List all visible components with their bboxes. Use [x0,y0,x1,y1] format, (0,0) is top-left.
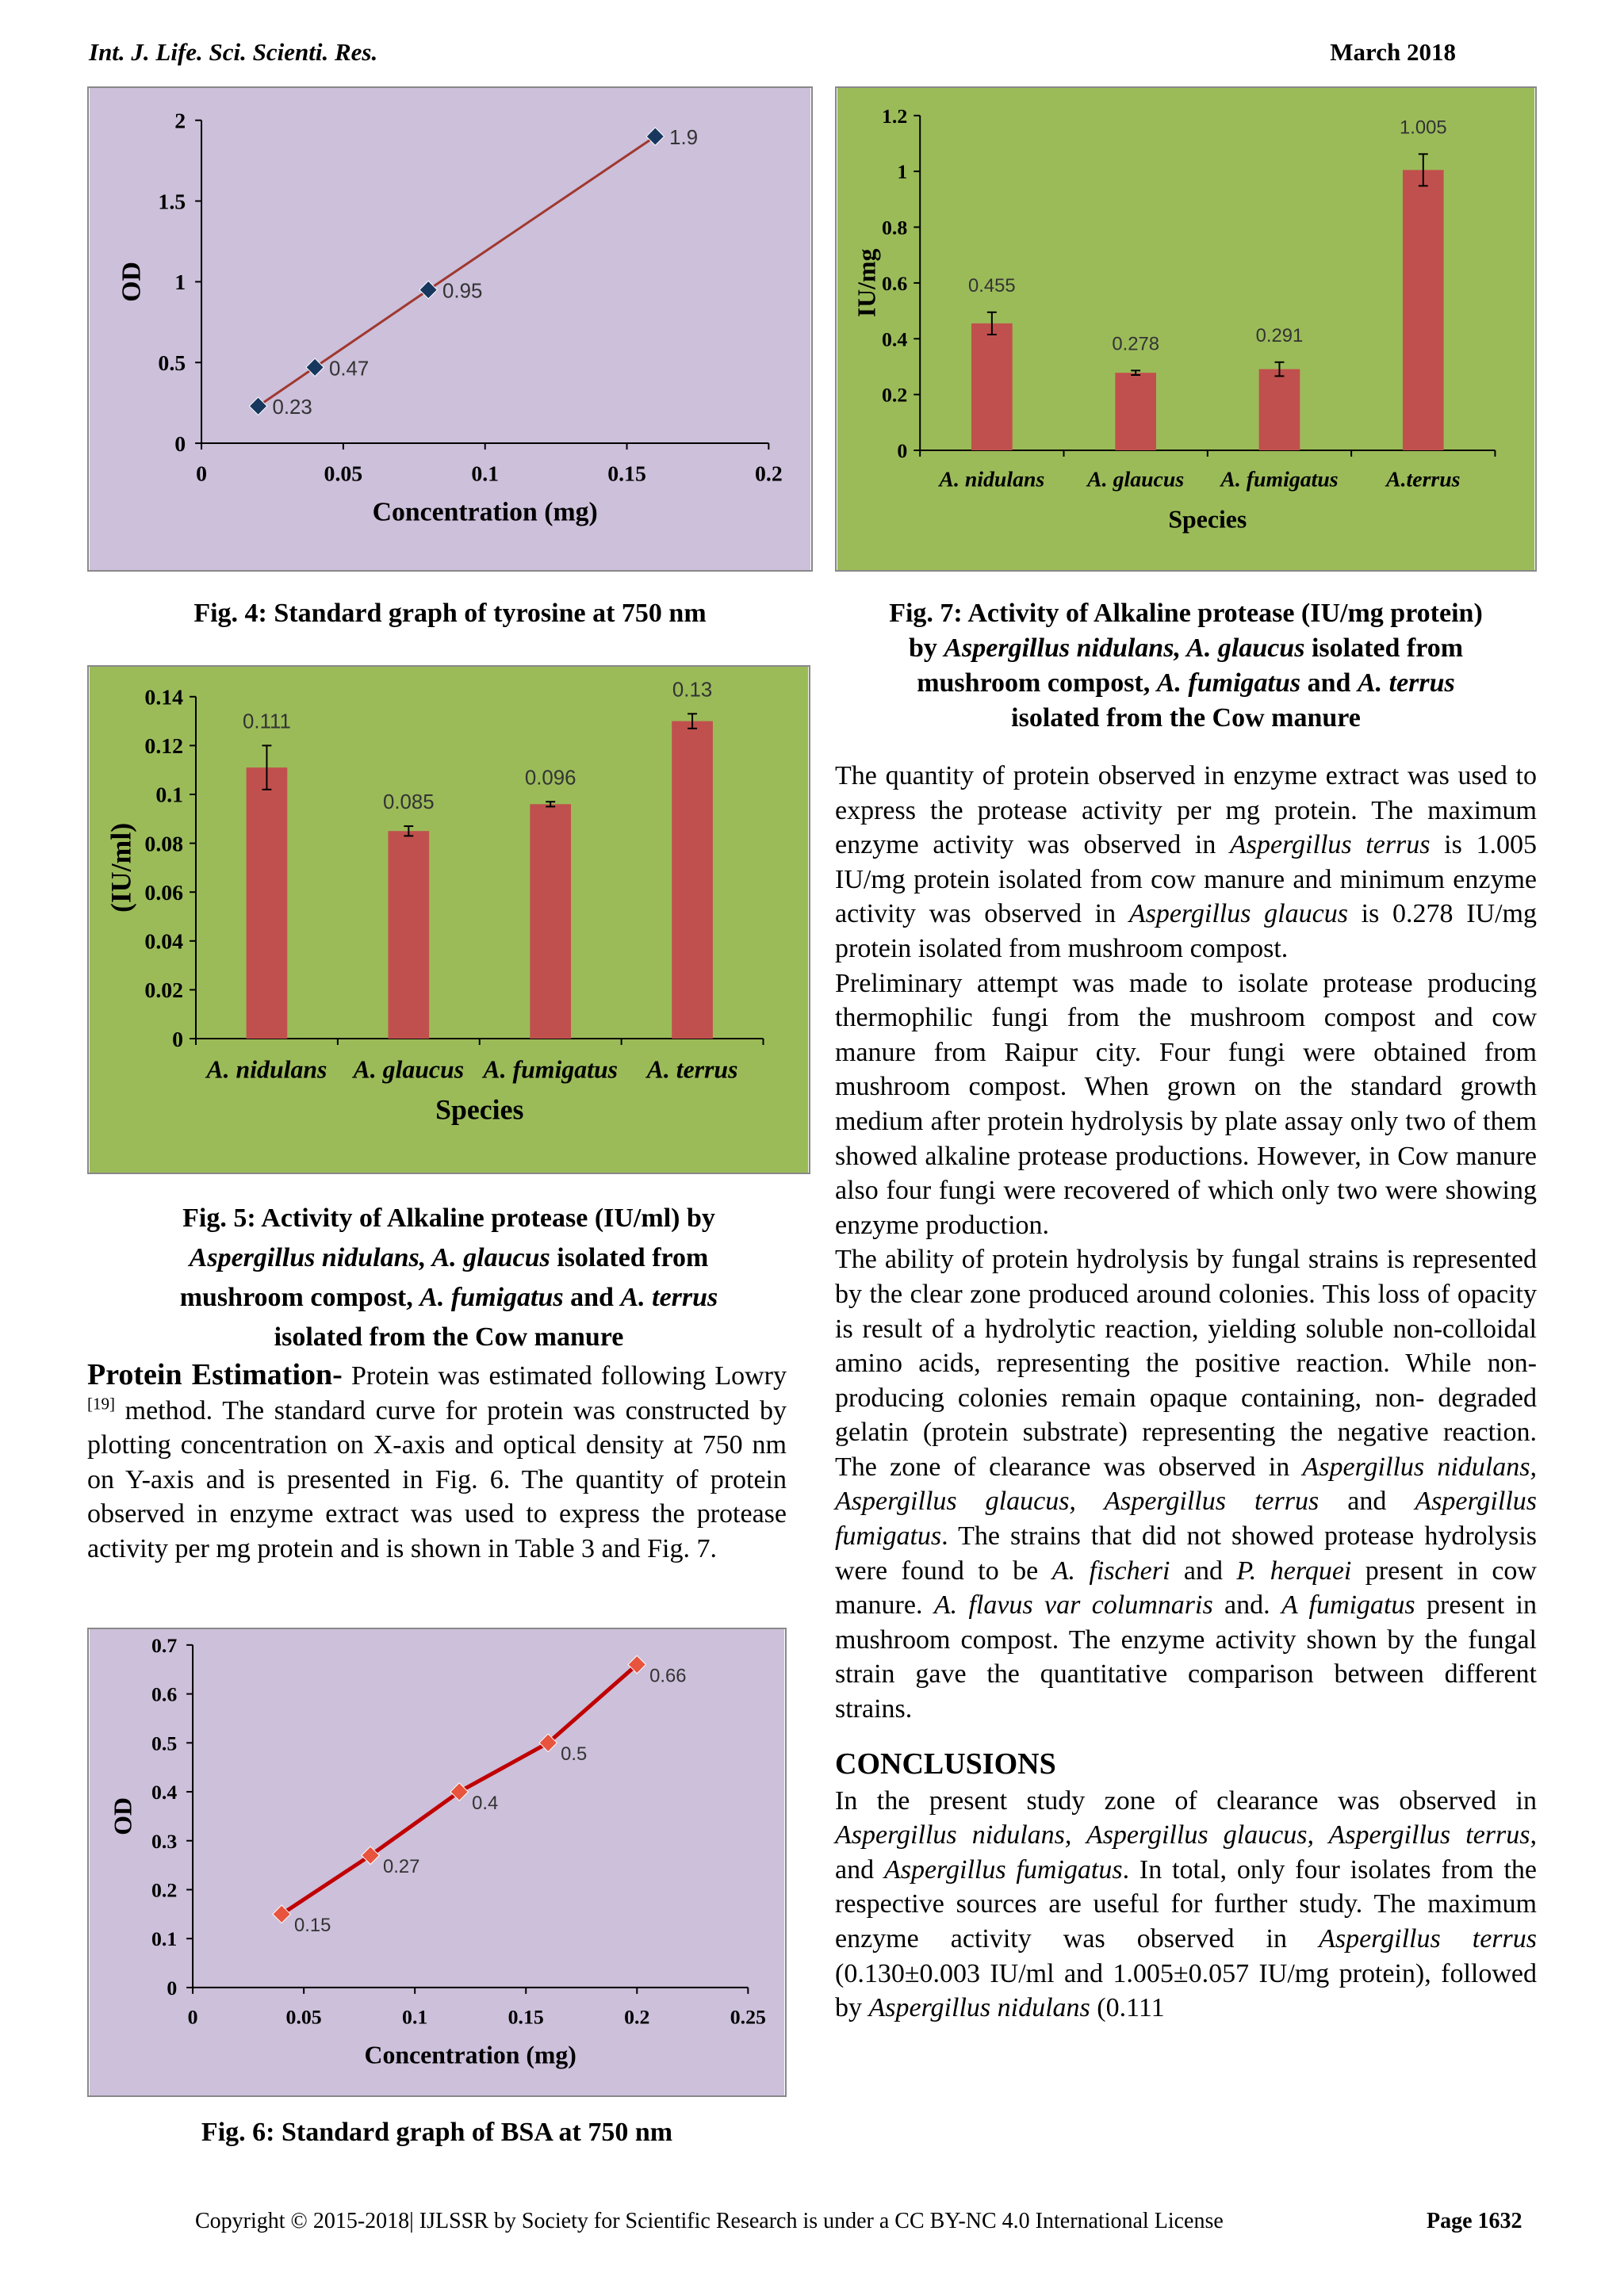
y-tick-label: 0.7 [151,1633,178,1657]
x-tick-label: 0.15 [508,2005,544,2029]
category-label: A. fumigatus [1220,467,1339,492]
bar-value-label: 0.455 [968,274,1016,297]
x-axis-title: Concentration (mg) [364,2041,576,2069]
y-tick-label: 2 [174,109,186,134]
x-tick-label: 0.1 [471,461,500,487]
bar-value-label: 0.096 [524,767,576,790]
data-label: 0.15 [294,1915,331,1937]
y-tick-label: 0.06 [144,880,184,905]
data-label: 0.47 [329,358,370,381]
y-tick-label: 0.6 [882,271,908,295]
bar [530,804,571,1039]
data-label: 0.66 [649,1665,687,1687]
x-tick-label: 0.1 [402,2005,428,2029]
data-label: 0.23 [272,396,312,419]
y-axis-title: (IU/ml) [105,822,137,913]
y-axis-title: OD [109,1797,137,1835]
y-tick-label: 0 [174,431,186,457]
bar-value-label: 1.005 [1399,117,1447,139]
y-tick-label: 0.1 [151,1927,178,1951]
figure-5-protease-activity-iu-ml [87,665,810,1174]
figure-7-protease-activity-iu-mg [835,86,1537,572]
y-tick-label: 0.08 [144,832,184,857]
y-tick-label: 0 [172,1027,184,1052]
y-tick-label: 0.3 [151,1829,178,1853]
y-tick-label: 0.12 [144,734,184,760]
y-tick-label: 1.5 [158,189,186,215]
y-tick-label: 0 [897,439,908,463]
figure-7-caption: Fig. 7: Activity of Alkaline protease (IU/mg protein) by Aspergillus nidulans, A. glaucus isolated from mushroom compost, A. fumigatus and A. terrus isolated from the Cow manure [889,599,1483,733]
y-tick-label: 0.5 [158,350,186,376]
y-tick-label: 0.2 [151,1878,178,1902]
paragraph-protein-quantity: The quantity of protein observed in enzyme extract was used to express the protease activity per mg protein. The maximum enzyme activity was observed in Aspergillus terrus is 1.005 IU/mg protein isolated from cow manure and minimum enzyme activity was observed in Aspergillus glaucus is 0.278 IU/mg protein isolated from mushroom compost. [835,761,1538,963]
y-tick-label: 0.8 [882,216,908,239]
y-tick-label: 0.5 [151,1732,178,1755]
data-label: 1.9 [669,127,699,150]
category-label: A. nidulans [939,467,1045,492]
y-axis-title: IU/mg [852,248,881,318]
bar [1115,373,1156,450]
bar-value-label: 0.278 [1112,333,1159,355]
bar-value-label: 0.291 [1255,324,1304,346]
bar-value-label: 0.085 [382,791,435,814]
y-tick-label: 0.1 [155,783,184,808]
y-tick-label: 0.14 [144,685,184,710]
bar [388,831,429,1039]
protein-estimation-heading: Protein Estimation- [87,1358,343,1391]
data-label: 0.95 [442,280,483,303]
figure-5-caption: Fig. 5: Activity of Alkaline protease (IU/ml) by Aspergillus nidulans, A. glaucus isolated from mushroom compost, A. fumigatus and A. terrus isolated from the Cow manure [179,1203,718,1352]
data-label: 0.4 [472,1792,499,1814]
category-label: A. glaucus [1087,467,1185,492]
conclusions-heading: CONCLUSIONS [835,1747,1056,1781]
bar [247,767,288,1039]
y-tick-label: 0.4 [882,327,908,351]
data-label: 0.27 [383,1856,420,1878]
results-discussion-text [835,759,1537,2026]
page-number: Page 1632 [1427,2209,1522,2233]
bar [971,323,1013,450]
figure-4-caption: Fig. 4: Standard graph of tyrosine at 750 nm [193,599,707,628]
paragraph-preliminary-attempt: Preliminary attempt was made to isolate protease producing thermophilic fungi from the mushroom compost and cow manure from Raipur city. Four fungi were obtained from mushroom compost. When grown on the standard growth medium after protein hydrolysis by plate assay only two of them showed alkaline protease productions. However, in Cow manure also four fungi were recovered of which only two were showing enzyme production. [835,968,1537,1240]
protein-estimation-section: Protein Estimation- Protein was estimated following Lowry [19] method. The standard curve for protein was constructed by plotting concentration on X-axis and optical density at 750 nm on Y-axis and is presented in Fig. 6. The quantity of protein observed in enzyme extract was used to express the protease activity per mg protein and is shown in Table 3 and Fig. 7. [87,1358,787,1563]
x-axis-title: Concentration (mg) [372,497,598,527]
x-axis-title: Species [1168,505,1247,534]
bar-value-label: 0.13 [672,679,713,702]
bar [1403,170,1444,450]
y-tick-label: 1 [174,270,186,296]
figure-4-tyrosine-standard-graph [87,86,813,572]
x-tick-label: 0.2 [754,461,783,487]
issue-date: March 2018 [1330,38,1456,66]
x-tick-label: 0 [187,2005,198,2029]
x-tick-label: 0.2 [624,2005,650,2029]
category-label: A. terrus [646,1055,738,1084]
copyright-footer: Copyright © 2015-2018| IJLSSR by Society for Scientific Research is under a CC BY-NC 4.0 International License [195,2209,1224,2233]
y-tick-label: 0.4 [151,1781,178,1804]
y-tick-label: 0.02 [144,978,184,1004]
figure-6-bsa-standard-graph [87,1628,787,2097]
y-tick-label: 0 [167,1976,178,1999]
category-label: A.terrus [1386,467,1461,492]
paragraph-conclusions: In the present study zone of clearance was observed in Aspergillus nidulans, Aspergillus glaucus, Aspergillus terrus, and Aspergillus fumigatus. In total, only four isolates from the respective sources are useful for further study. The maximum enzyme activity was observed in Aspergillus terrus (0.130±0.003 IU/ml and 1.005±0.057 IU/mg protein), followed by Aspergillus nidulans (0.111 [835,1785,1537,2023]
category-label: A. nidulans [206,1055,327,1084]
x-tick-label: 0.15 [607,461,646,487]
bar-value-label: 0.111 [243,710,291,733]
x-tick-label: 0.05 [285,2005,322,2029]
x-tick-label: 0.05 [324,461,363,487]
bar [1259,369,1300,450]
bar [672,721,713,1039]
category-label: A. fumigatus [483,1055,619,1084]
reference-19[interactable]: [19] [87,1394,115,1414]
y-tick-label: 0.04 [144,929,184,955]
x-tick-label: 0.25 [730,2005,766,2029]
x-axis-title: Species [435,1093,524,1126]
y-tick-label: 1.2 [882,104,908,128]
figure-6-caption: Fig. 6: Standard graph of BSA at 750 nm [201,2118,673,2147]
y-tick-label: 1 [897,160,908,184]
y-tick-label: 0.2 [882,383,908,407]
y-tick-label: 0.6 [151,1682,178,1706]
y-axis-title: OD [117,262,147,302]
journal-title: Int. J. Life. Sci. Scienti. Res. [89,38,378,66]
paragraph-protein-hydrolysis: The ability of protein hydrolysis by fungal strains is represented by the clear zone produced around colonies. This loss of opacity is result of a hydrolytic reaction, yielding soluble non-colloidal amino acids, representing the positive reaction. While non- producing colonies remain opaque containing, non- degraded gelatin (protein substrate) representing the negative reaction. The zone of clearance was observed in Aspergillus nidulans, Aspergillus glaucus, Aspergillus terrus and Aspergillus fumigatus. The strains that did not showed protease hydrolysis were found to be A. fischeri and P. herquei present in cow manure. A. flavus var columnaris and. A fumigatus present in mushroom compost. The enzyme activity shown by the fungal strain gave the quantitative comparison between different strains. [835,1245,1537,1724]
data-label: 0.5 [561,1743,588,1766]
x-tick-label: 0 [196,461,208,487]
category-label: A. glaucus [353,1055,465,1084]
